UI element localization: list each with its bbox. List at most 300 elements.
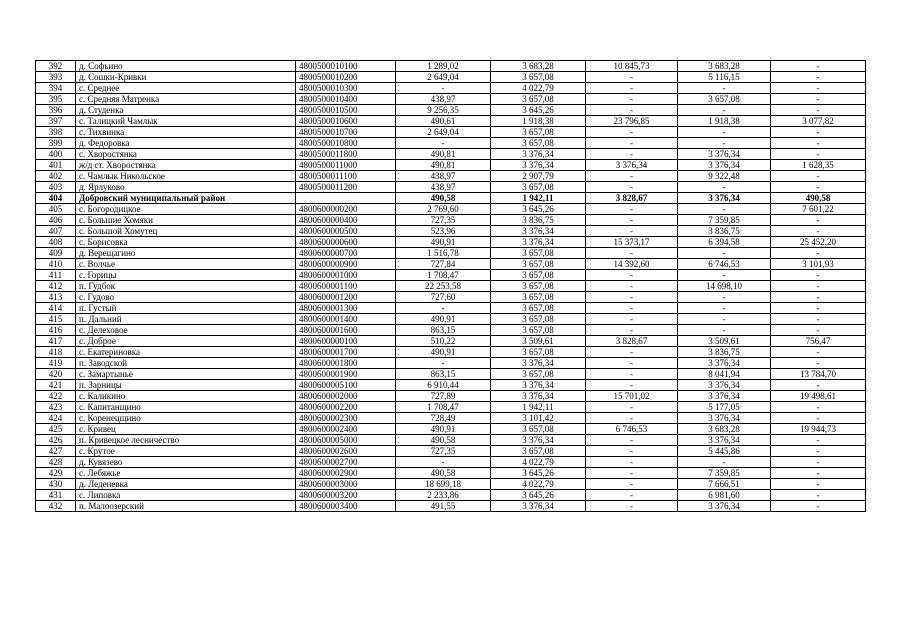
okato-code: 4800600002300 (296, 413, 396, 424)
table-row (36, 138, 866, 149)
value-col-2: 3 657,08 (491, 182, 586, 193)
value-col-3: - (586, 303, 678, 314)
value-col-2: 3 683,28 (491, 61, 586, 72)
value-col-2: 3 376,34 (491, 226, 586, 237)
row-number: 407 (36, 226, 76, 237)
table-row (36, 127, 866, 138)
value-col-2: 3 376,34 (491, 149, 586, 160)
table-row (36, 391, 866, 402)
row-number: 412 (36, 281, 76, 292)
okato-code: 4800500010400 (296, 94, 396, 105)
value-col-2: 3 376,34 (491, 237, 586, 248)
settlement-name: с. Крутое (76, 446, 296, 457)
row-number: 432 (36, 501, 76, 512)
settlement-name: п. Малоозерский (76, 501, 296, 512)
value-col-1: - (396, 457, 491, 468)
value-col-3: - (586, 149, 678, 160)
value-col-4: - (678, 303, 771, 314)
settlement-name: с. Замартынье (76, 369, 296, 380)
row-number: 429 (36, 468, 76, 479)
okato-code: 4800600005000 (296, 435, 396, 446)
row-number: 425 (36, 424, 76, 435)
value-col-5: - (771, 457, 866, 468)
value-col-4: 6 981,60 (678, 490, 771, 501)
value-col-2: 2 907,79 (491, 171, 586, 182)
table-row (36, 160, 866, 171)
row-number: 423 (36, 402, 76, 413)
value-col-2: 1 942,11 (491, 402, 586, 413)
table-row (36, 270, 866, 281)
table-row (36, 226, 866, 237)
row-number: 392 (36, 61, 76, 72)
settlement-name: с. Липовка (76, 490, 296, 501)
value-col-2: 3 376,34 (491, 358, 586, 369)
value-col-2: 3 657,08 (491, 127, 586, 138)
value-col-1: 2 233,86 (396, 490, 491, 501)
okato-code: 4800600000700 (296, 248, 396, 259)
row-number: 399 (36, 138, 76, 149)
table-row (36, 479, 866, 490)
value-col-5: - (771, 138, 866, 149)
value-col-1: 6 910,44 (396, 380, 491, 391)
value-col-4: 3 376,34 (678, 149, 771, 160)
value-col-4: 7 666,51 (678, 479, 771, 490)
settlement-name: с. Средняя Матренка (76, 94, 296, 105)
value-col-4: 3 509,61 (678, 336, 771, 347)
value-col-2: 3 657,08 (491, 270, 586, 281)
value-col-3: - (586, 468, 678, 479)
value-col-3: - (586, 171, 678, 182)
table-row (36, 193, 866, 204)
okato-code: 4800600001400 (296, 314, 396, 325)
settlement-name: с. Талицкий Чамлык (76, 116, 296, 127)
okato-code: 4800600000600 (296, 237, 396, 248)
value-col-4: - (678, 270, 771, 281)
value-col-3: - (586, 215, 678, 226)
value-col-4: 3 683,28 (678, 61, 771, 72)
settlement-name: Добровский муниципальный район (76, 193, 296, 204)
value-col-4: - (678, 138, 771, 149)
value-col-3: - (586, 226, 678, 237)
value-col-3: - (586, 380, 678, 391)
settlement-name: п. Густый (76, 303, 296, 314)
value-col-3: - (586, 105, 678, 116)
table-row (36, 149, 866, 160)
value-col-3: - (586, 490, 678, 501)
table-row (36, 94, 866, 105)
okato-code: 4800600001700 (296, 347, 396, 358)
row-number: 402 (36, 171, 76, 182)
value-col-5: - (771, 105, 866, 116)
table-row (36, 314, 866, 325)
value-col-3: - (586, 479, 678, 490)
value-col-4: 3 376,34 (678, 160, 771, 171)
value-col-2: 3 836,75 (491, 215, 586, 226)
settlement-name: п. Дальний (76, 314, 296, 325)
value-col-4: 6 746,53 (678, 259, 771, 270)
okato-code: 4800600003400 (296, 501, 396, 512)
value-col-5: 3 077,82 (771, 116, 866, 127)
settlement-name: п. Кривецкое лесничество (76, 435, 296, 446)
value-col-4: 9 322,48 (678, 171, 771, 182)
value-col-1: 9 256,35 (396, 105, 491, 116)
table-row (36, 336, 866, 347)
value-col-3: 3 376,34 (586, 160, 678, 171)
value-col-5: 1 628,35 (771, 160, 866, 171)
value-col-5: - (771, 149, 866, 160)
value-col-1: 490,58 (396, 435, 491, 446)
value-col-2: 3 645,26 (491, 105, 586, 116)
value-col-1: 523,96 (396, 226, 491, 237)
value-col-1: - (396, 358, 491, 369)
value-col-4: 8 041,94 (678, 369, 771, 380)
table-row (36, 61, 866, 72)
value-col-2: 3 657,08 (491, 248, 586, 259)
okato-code: 4800600005100 (296, 380, 396, 391)
okato-code: 4800600002200 (296, 402, 396, 413)
okato-code: 4800600002000 (296, 391, 396, 402)
okato-code: 4800600002600 (296, 446, 396, 457)
value-col-1: 1 516,78 (396, 248, 491, 259)
value-col-5: - (771, 83, 866, 94)
table-row (36, 248, 866, 259)
value-col-2: 3 376,34 (491, 380, 586, 391)
value-col-4: 3 836,75 (678, 226, 771, 237)
value-col-3: - (586, 413, 678, 424)
table-row (36, 105, 866, 116)
value-col-1: 1 708,47 (396, 402, 491, 413)
okato-code: 4800600000900 (296, 259, 396, 270)
value-col-3: - (586, 446, 678, 457)
value-col-4: 14 698,10 (678, 281, 771, 292)
settlement-name: с. Борисовка (76, 237, 296, 248)
row-number: 411 (36, 270, 76, 281)
row-number: 396 (36, 105, 76, 116)
okato-code: 4800600001100 (296, 281, 396, 292)
row-number: 419 (36, 358, 76, 369)
value-col-3: - (586, 182, 678, 193)
value-col-5: 3 101,93 (771, 259, 866, 270)
settlement-name: п. Зарницы (76, 380, 296, 391)
value-col-1: 490,91 (396, 237, 491, 248)
row-number: 394 (36, 83, 76, 94)
row-number: 398 (36, 127, 76, 138)
value-col-1: 510,22 (396, 336, 491, 347)
value-col-1: 2 649,04 (396, 127, 491, 138)
value-col-5: 19 944,73 (771, 424, 866, 435)
value-col-5: - (771, 248, 866, 259)
okato-code: 4800600003000 (296, 479, 396, 490)
value-col-3: - (586, 347, 678, 358)
value-col-4: - (678, 105, 771, 116)
row-number: 408 (36, 237, 76, 248)
value-col-4: 3 376,34 (678, 391, 771, 402)
value-col-3: 10 845,73 (586, 61, 678, 72)
row-number: 413 (36, 292, 76, 303)
value-col-3: - (586, 138, 678, 149)
value-col-1: - (396, 83, 491, 94)
settlement-name: с. Среднее (76, 83, 296, 94)
value-col-1: 728,49 (396, 413, 491, 424)
okato-code: 4800600001200 (296, 292, 396, 303)
settlement-name: с. Тихвинка (76, 127, 296, 138)
value-col-5: - (771, 270, 866, 281)
settlement-name: с. Богородицкое (76, 204, 296, 215)
value-col-2: 3 376,34 (491, 435, 586, 446)
value-col-5: - (771, 479, 866, 490)
value-col-2: 3 376,34 (491, 160, 586, 171)
table-row (36, 215, 866, 226)
value-col-5: 490,58 (771, 193, 866, 204)
value-col-1: 18 699,18 (396, 479, 491, 490)
value-col-2: 4 022,79 (491, 479, 586, 490)
table-row (36, 204, 866, 215)
table-row (36, 259, 866, 270)
value-col-5: - (771, 61, 866, 72)
table-row (36, 468, 866, 479)
value-col-3: 14 392,60 (586, 259, 678, 270)
value-col-3: - (586, 127, 678, 138)
table-row (36, 347, 866, 358)
value-col-3: - (586, 83, 678, 94)
value-col-4: 3 376,34 (678, 501, 771, 512)
table-row (36, 303, 866, 314)
value-col-4: - (678, 204, 771, 215)
value-col-4: 5 445,86 (678, 446, 771, 457)
value-col-5: - (771, 226, 866, 237)
value-col-4: - (678, 292, 771, 303)
settlement-name: с. Доброе (76, 336, 296, 347)
table-row (36, 446, 866, 457)
value-col-1: 438,97 (396, 171, 491, 182)
settlement-name: с. Гудово (76, 292, 296, 303)
value-col-3: 3 828,67 (586, 336, 678, 347)
settlement-name: с. Горицы (76, 270, 296, 281)
value-col-1: 863,15 (396, 325, 491, 336)
value-col-4: 6 394,58 (678, 237, 771, 248)
value-col-5: - (771, 358, 866, 369)
value-col-4: 3 376,34 (678, 380, 771, 391)
value-col-2: 1 942,11 (491, 193, 586, 204)
value-col-5: - (771, 501, 866, 512)
value-col-4: 1 918,38 (678, 116, 771, 127)
row-number: 406 (36, 215, 76, 226)
value-col-3: - (586, 369, 678, 380)
table-row (36, 182, 866, 193)
value-col-2: 3 657,08 (491, 347, 586, 358)
settlement-name: с. Лебяжье (76, 468, 296, 479)
value-col-4: 3 836,75 (678, 347, 771, 358)
settlement-name: с. Каликино (76, 391, 296, 402)
value-col-1: 2 769,60 (396, 204, 491, 215)
value-col-5: - (771, 292, 866, 303)
okato-code: 4800500011800 (296, 149, 396, 160)
row-number: 417 (36, 336, 76, 347)
value-col-1: 490,61 (396, 116, 491, 127)
value-col-4: 3 683,28 (678, 424, 771, 435)
value-col-4: 5 177,05 (678, 402, 771, 413)
value-col-1: 490,91 (396, 424, 491, 435)
table-row (36, 501, 866, 512)
table-row (36, 380, 866, 391)
value-col-5: - (771, 435, 866, 446)
settlement-name: с. Большие Хомяки (76, 215, 296, 226)
value-col-4: - (678, 314, 771, 325)
okato-code: 4800600000400 (296, 215, 396, 226)
settlement-name: д. Сошки-Кривки (76, 72, 296, 83)
settlement-name: с. Хворостянка (76, 149, 296, 160)
table-row (36, 424, 866, 435)
settlement-name: с. Кривец (76, 424, 296, 435)
value-col-2: 3 657,08 (491, 325, 586, 336)
value-col-4: 5 116,15 (678, 72, 771, 83)
value-col-2: 3 509,61 (491, 336, 586, 347)
value-col-5: - (771, 171, 866, 182)
value-col-2: 3 657,08 (491, 303, 586, 314)
value-col-2: 3 657,08 (491, 281, 586, 292)
value-col-1: 727,35 (396, 446, 491, 457)
value-col-1: 490,58 (396, 468, 491, 479)
table-row (36, 413, 866, 424)
settlement-name: с. Большой Хомутец (76, 226, 296, 237)
value-col-1: 490,81 (396, 149, 491, 160)
settlement-name: п. Заводской (76, 358, 296, 369)
value-col-2: 1 918,38 (491, 116, 586, 127)
value-col-5: - (771, 127, 866, 138)
value-col-1: - (396, 303, 491, 314)
okato-code: 4800600003200 (296, 490, 396, 501)
okato-code: 4800600001000 (296, 270, 396, 281)
row-number: 431 (36, 490, 76, 501)
value-col-5: - (771, 215, 866, 226)
value-col-5: - (771, 314, 866, 325)
okato-code: 4800500010700 (296, 127, 396, 138)
value-col-1: 1 708,47 (396, 270, 491, 281)
table-row (36, 171, 866, 182)
settlement-name: д. Студенка (76, 105, 296, 116)
value-col-5: - (771, 72, 866, 83)
value-col-3: - (586, 204, 678, 215)
value-col-3: 3 828,67 (586, 193, 678, 204)
okato-code: 4800500010200 (296, 72, 396, 83)
value-col-1: 438,97 (396, 94, 491, 105)
value-col-2: 4 022,79 (491, 83, 586, 94)
row-number: 403 (36, 182, 76, 193)
row-number: 410 (36, 259, 76, 270)
value-col-3: 6 746,53 (586, 424, 678, 435)
settlement-name: с. Коренецщино (76, 413, 296, 424)
okato-code: 4800500010300 (296, 83, 396, 94)
value-col-3: 15 701,02 (586, 391, 678, 402)
table-row (36, 325, 866, 336)
row-number: 426 (36, 435, 76, 446)
value-col-1: 490,91 (396, 314, 491, 325)
table-row (36, 457, 866, 468)
tariff-table (35, 60, 866, 512)
settlement-name: с. Волчье (76, 259, 296, 270)
value-col-1: 490,91 (396, 347, 491, 358)
settlement-name: с. Екатериновка (76, 347, 296, 358)
settlement-name: д. Ярлуково (76, 182, 296, 193)
row-number: 416 (36, 325, 76, 336)
value-col-5: 13 784,70 (771, 369, 866, 380)
value-col-2: 3 657,08 (491, 72, 586, 83)
value-col-4: - (678, 248, 771, 259)
okato-code: 4800500011200 (296, 182, 396, 193)
table-row (36, 490, 866, 501)
settlement-name: д. Федоровка (76, 138, 296, 149)
settlement-name: д. Софьино (76, 61, 296, 72)
settlement-name: с. Делеховое (76, 325, 296, 336)
value-col-4: 3 657,08 (678, 94, 771, 105)
okato-code: 4800600002900 (296, 468, 396, 479)
value-col-5: - (771, 490, 866, 501)
value-col-4: 3 376,34 (678, 413, 771, 424)
value-col-5: - (771, 413, 866, 424)
table-row (36, 72, 866, 83)
value-col-4: - (678, 83, 771, 94)
value-col-5: - (771, 347, 866, 358)
value-col-2: 3 657,08 (491, 446, 586, 457)
value-col-5: - (771, 94, 866, 105)
value-col-2: 3 645,26 (491, 490, 586, 501)
table-row (36, 116, 866, 127)
settlement-name: п. Гудбок (76, 281, 296, 292)
value-col-2: 3 645,26 (491, 468, 586, 479)
value-col-3: - (586, 435, 678, 446)
value-col-1: 490,81 (396, 160, 491, 171)
table-row (36, 358, 866, 369)
row-number: 418 (36, 347, 76, 358)
value-col-3: - (586, 248, 678, 259)
value-col-1: - (396, 138, 491, 149)
row-number: 428 (36, 457, 76, 468)
value-col-1: 727,89 (396, 391, 491, 402)
value-col-4: 3 376,34 (678, 358, 771, 369)
okato-code: 4800600000200 (296, 204, 396, 215)
settlement-name: с. Капитанщино (76, 402, 296, 413)
table-row (36, 369, 866, 380)
row-number: 422 (36, 391, 76, 402)
value-col-2: 3 376,34 (491, 501, 586, 512)
row-number: 424 (36, 413, 76, 424)
value-col-5: - (771, 182, 866, 193)
value-col-5: 19 498,61 (771, 391, 866, 402)
value-col-1: 2 649,04 (396, 72, 491, 83)
value-col-4: - (678, 127, 771, 138)
settlement-name: ж/д ст. Хворостянка (76, 160, 296, 171)
value-col-3: - (586, 72, 678, 83)
row-number: 421 (36, 380, 76, 391)
table-row (36, 402, 866, 413)
value-col-4: 3 376,34 (678, 435, 771, 446)
row-number: 420 (36, 369, 76, 380)
row-number: 415 (36, 314, 76, 325)
value-col-2: 3 657,08 (491, 259, 586, 270)
row-number: 393 (36, 72, 76, 83)
value-col-2: 3 657,08 (491, 424, 586, 435)
table-row (36, 435, 866, 446)
value-col-3: - (586, 358, 678, 369)
value-col-4: - (678, 325, 771, 336)
value-col-5: - (771, 325, 866, 336)
value-col-4: - (678, 457, 771, 468)
value-col-3: - (586, 402, 678, 413)
value-col-5: - (771, 402, 866, 413)
okato-code: 4800600002400 (296, 424, 396, 435)
value-col-4: 7 359,85 (678, 215, 771, 226)
value-col-1: 438,97 (396, 182, 491, 193)
